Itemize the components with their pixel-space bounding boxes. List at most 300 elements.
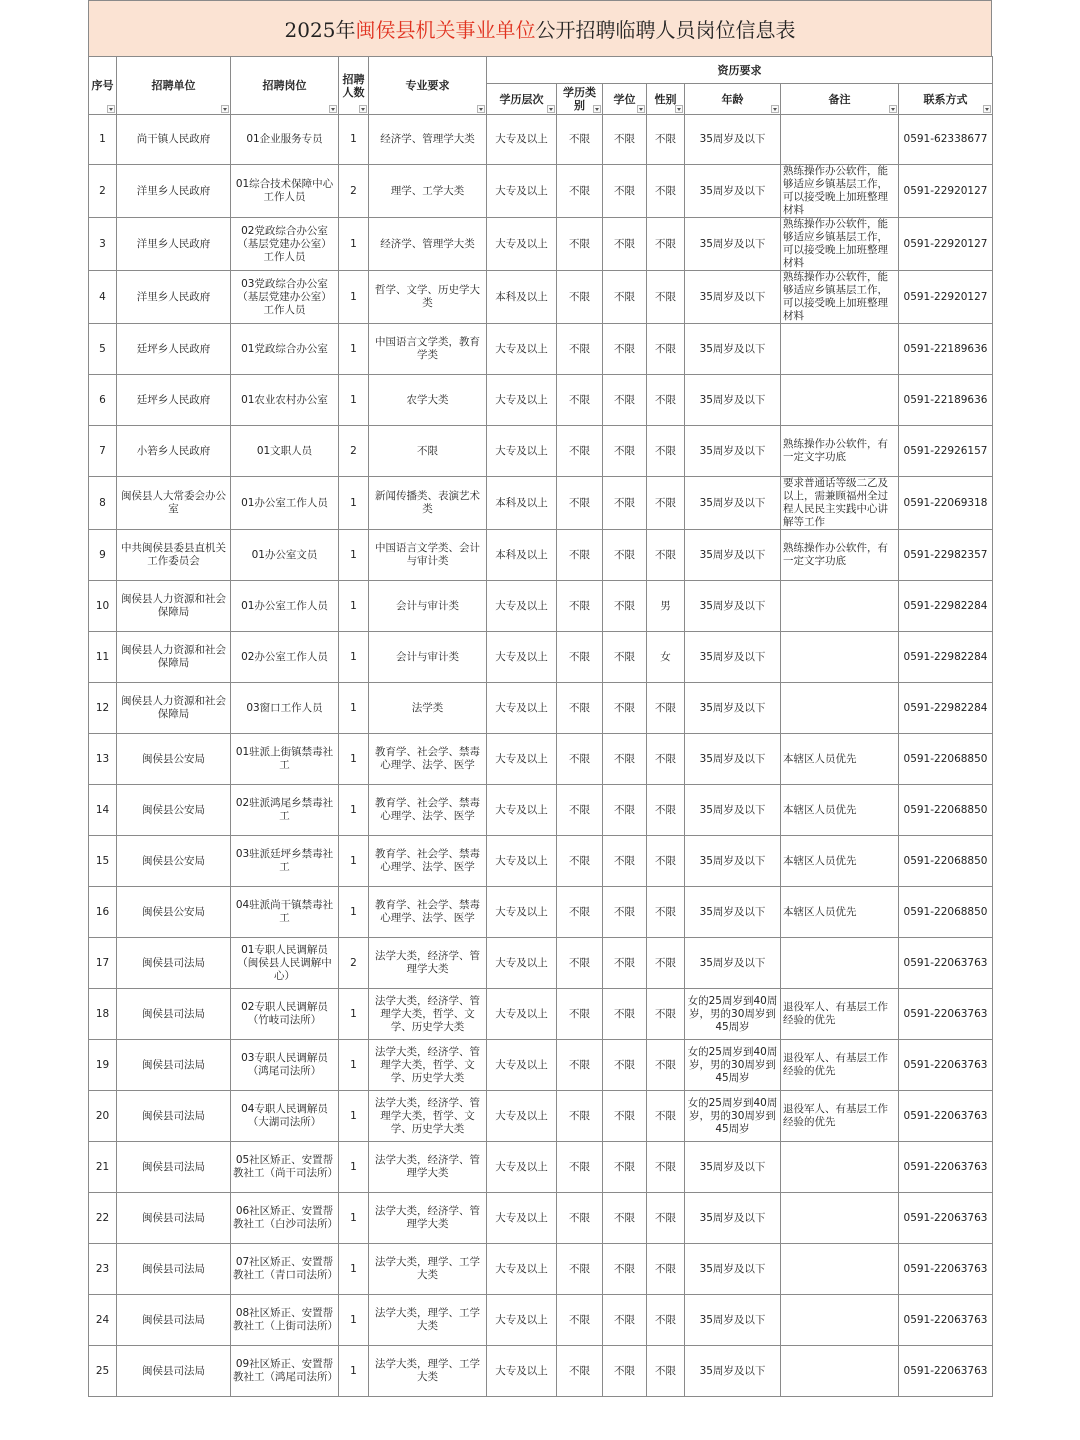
header-count[interactable]: 招聘人数: [339, 57, 369, 115]
cell-major: 教育学、社会学、禁毒心理学、法学、医学: [369, 887, 487, 938]
cell-post: 03专职人民调解员（鸿尾司法所）: [231, 1040, 339, 1091]
cell-seq: 23: [89, 1244, 117, 1295]
cell-major: 教育学、社会学、禁毒心理学、法学、医学: [369, 785, 487, 836]
table-row: [89, 1193, 993, 1244]
table-row: [89, 477, 993, 530]
cell-count: 1: [339, 324, 369, 375]
cell-edu-type: 不限: [557, 632, 603, 683]
cell-contact: 0591-22063763: [899, 1091, 993, 1142]
cell-note: 要求普通话等级二乙及以上，需兼顾福州全过程人民民主实践中心讲解等工作: [781, 477, 899, 530]
cell-count: 1: [339, 632, 369, 683]
table-row: [89, 887, 993, 938]
cell-major: 法学大类，理学、工学大类: [369, 1244, 487, 1295]
cell-major: 会计与审计类: [369, 581, 487, 632]
cell-note: [781, 581, 899, 632]
cell-unit: 闽侯县人力资源和社会保障局: [117, 581, 231, 632]
cell-count: 2: [339, 938, 369, 989]
cell-contact: 0591-22982284: [899, 581, 993, 632]
cell-contact: 0591-22068850: [899, 887, 993, 938]
cell-gender: 不限: [647, 989, 685, 1040]
header-unit[interactable]: 招聘单位: [117, 57, 231, 115]
filter-dropdown-icon[interactable]: [675, 105, 683, 113]
filter-dropdown-icon[interactable]: [889, 105, 897, 113]
cell-seq: 4: [89, 271, 117, 324]
cell-gender: 不限: [647, 165, 685, 218]
cell-seq: 10: [89, 581, 117, 632]
cell-contact: 0591-22982284: [899, 683, 993, 734]
cell-unit: 洋里乡人民政府: [117, 218, 231, 271]
cell-edu-level: 大专及以上: [487, 1040, 557, 1091]
cell-note: [781, 938, 899, 989]
cell-edu-level: 大专及以上: [487, 375, 557, 426]
cell-unit: 闽侯县公安局: [117, 785, 231, 836]
cell-age: 35周岁及以下: [685, 581, 781, 632]
cell-count: 1: [339, 1346, 369, 1397]
cell-age: 35周岁及以下: [685, 426, 781, 477]
cell-contact: 0591-22063763: [899, 1346, 993, 1397]
table-row: [89, 115, 993, 165]
cell-edu-level: 大专及以上: [487, 785, 557, 836]
cell-post: 09社区矫正、安置帮教社工（鸿尾司法所）: [231, 1346, 339, 1397]
cell-edu-level: 大专及以上: [487, 165, 557, 218]
cell-edu-type: 不限: [557, 836, 603, 887]
cell-seq: 7: [89, 426, 117, 477]
cell-unit: 尚干镇人民政府: [117, 115, 231, 165]
cell-age: 35周岁及以下: [685, 683, 781, 734]
filter-dropdown-icon[interactable]: [107, 105, 115, 113]
cell-count: 1: [339, 271, 369, 324]
cell-contact: 0591-22920127: [899, 165, 993, 218]
cell-age: 35周岁及以下: [685, 836, 781, 887]
cell-edu-type: 不限: [557, 324, 603, 375]
cell-seq: 22: [89, 1193, 117, 1244]
filter-dropdown-icon[interactable]: [637, 105, 645, 113]
cell-edu-level: 大专及以上: [487, 989, 557, 1040]
title-highlight: 闽侯县机关事业单位: [355, 18, 536, 42]
cell-seq: 25: [89, 1346, 117, 1397]
header-post[interactable]: 招聘岗位: [231, 57, 339, 115]
cell-count: 1: [339, 1295, 369, 1346]
cell-unit: 闽侯县公安局: [117, 836, 231, 887]
cell-major: 教育学、社会学、禁毒心理学、法学、医学: [369, 734, 487, 785]
cell-degree: 不限: [603, 1193, 647, 1244]
cell-age: 35周岁及以下: [685, 1244, 781, 1295]
cell-post: 01驻派上街镇禁毒社工: [231, 734, 339, 785]
cell-unit: 小箬乡人民政府: [117, 426, 231, 477]
cell-contact: 0591-22063763: [899, 1193, 993, 1244]
cell-seq: 1: [89, 115, 117, 165]
cell-note: 本辖区人员优先: [781, 887, 899, 938]
cell-edu-type: 不限: [557, 165, 603, 218]
cell-count: 1: [339, 375, 369, 426]
cell-edu-level: 大专及以上: [487, 632, 557, 683]
cell-count: 1: [339, 887, 369, 938]
table-row: [89, 836, 993, 887]
cell-major: 中国语言文学类，教育学类: [369, 324, 487, 375]
filter-dropdown-icon[interactable]: [477, 105, 485, 113]
cell-edu-type: 不限: [557, 734, 603, 785]
header-gender[interactable]: 性别: [647, 84, 685, 115]
filter-dropdown-icon[interactable]: [359, 105, 367, 113]
cell-edu-type: 不限: [557, 1193, 603, 1244]
table-row: [89, 632, 993, 683]
cell-major: 法学大类，理学、工学大类: [369, 1346, 487, 1397]
cell-contact: 0591-22069318: [899, 477, 993, 530]
cell-count: 1: [339, 989, 369, 1040]
header-age[interactable]: 年龄: [685, 84, 781, 115]
cell-gender: 不限: [647, 734, 685, 785]
cell-post: 03驻派廷坪乡禁毒社工: [231, 836, 339, 887]
cell-age: 35周岁及以下: [685, 734, 781, 785]
cell-edu-level: 大专及以上: [487, 836, 557, 887]
cell-contact: 0591-22063763: [899, 938, 993, 989]
cell-major: 法学大类，经济学、管理学大类: [369, 938, 487, 989]
cell-gender: 不限: [647, 477, 685, 530]
cell-count: 1: [339, 115, 369, 165]
cell-seq: 13: [89, 734, 117, 785]
cell-major: 农学大类: [369, 375, 487, 426]
cell-degree: 不限: [603, 375, 647, 426]
cell-contact: 0591-22189636: [899, 375, 993, 426]
cell-degree: 不限: [603, 887, 647, 938]
cell-post: 01文职人员: [231, 426, 339, 477]
cell-degree: 不限: [603, 1295, 647, 1346]
cell-edu-level: 大专及以上: [487, 887, 557, 938]
cell-degree: 不限: [603, 938, 647, 989]
header-major[interactable]: 专业要求: [369, 57, 487, 115]
cell-edu-type: 不限: [557, 1295, 603, 1346]
cell-edu-level: 本科及以上: [487, 477, 557, 530]
filter-dropdown-icon[interactable]: [547, 105, 555, 113]
cell-post: 01综合技术保障中心工作人员: [231, 165, 339, 218]
cell-contact: 0591-22068850: [899, 734, 993, 785]
cell-edu-type: 不限: [557, 218, 603, 271]
cell-count: 1: [339, 477, 369, 530]
cell-unit: 闽侯县人大常委会办公室: [117, 477, 231, 530]
cell-gender: 不限: [647, 375, 685, 426]
cell-edu-level: 大专及以上: [487, 324, 557, 375]
cell-post: 01专职人民调解员（闽侯县人民调解中心）: [231, 938, 339, 989]
table-row: [89, 785, 993, 836]
cell-contact: 0591-22068850: [899, 785, 993, 836]
cell-count: 1: [339, 1244, 369, 1295]
cell-seq: 14: [89, 785, 117, 836]
cell-post: 02专职人民调解员（竹岐司法所）: [231, 989, 339, 1040]
table-row: [89, 734, 993, 785]
cell-age: 35周岁及以下: [685, 115, 781, 165]
cell-post: 03党政综合办公室（基层党建办公室）工作人员: [231, 271, 339, 324]
cell-edu-level: 大专及以上: [487, 581, 557, 632]
cell-edu-type: 不限: [557, 1142, 603, 1193]
cell-edu-type: 不限: [557, 375, 603, 426]
cell-contact: 0591-22063763: [899, 1295, 993, 1346]
table-row: [89, 218, 993, 271]
cell-gender: 不限: [647, 426, 685, 477]
cell-post: 01办公室文员: [231, 530, 339, 581]
cell-note: 熟练操作办公软件，有一定文字功底: [781, 530, 899, 581]
cell-gender: 不限: [647, 115, 685, 165]
cell-note: 本辖区人员优先: [781, 785, 899, 836]
cell-gender: 不限: [647, 530, 685, 581]
cell-contact: 0591-62338677: [899, 115, 993, 165]
cell-age: 35周岁及以下: [685, 271, 781, 324]
cell-gender: 不限: [647, 1295, 685, 1346]
filter-dropdown-icon[interactable]: [983, 105, 991, 113]
cell-note: [781, 1346, 899, 1397]
cell-major: 法学大类，经济学、管理学大类，哲学、文学、历史学大类: [369, 989, 487, 1040]
cell-age: 35周岁及以下: [685, 632, 781, 683]
cell-edu-type: 不限: [557, 581, 603, 632]
cell-age: 35周岁及以下: [685, 375, 781, 426]
cell-major: 法学大类，理学、工学大类: [369, 1295, 487, 1346]
title-suffix: 公开招聘临聘人员岗位信息表: [535, 18, 796, 42]
cell-post: 07社区矫正、安置帮教社工（青口司法所）: [231, 1244, 339, 1295]
cell-count: 1: [339, 1193, 369, 1244]
cell-seq: 3: [89, 218, 117, 271]
cell-gender: 不限: [647, 1346, 685, 1397]
cell-seq: 6: [89, 375, 117, 426]
table-row: [89, 426, 993, 477]
cell-age: 35周岁及以下: [685, 1193, 781, 1244]
cell-degree: 不限: [603, 165, 647, 218]
cell-post: 01党政综合办公室: [231, 324, 339, 375]
cell-count: 1: [339, 581, 369, 632]
cell-post: 02驻派鸿尾乡禁毒社工: [231, 785, 339, 836]
cell-note: 熟练操作办公软件，能够适应乡镇基层工作，可以接受晚上加班整理材料: [781, 218, 899, 271]
table-row: [89, 938, 993, 989]
cell-post: 01办公室工作人员: [231, 477, 339, 530]
cell-edu-level: 大专及以上: [487, 426, 557, 477]
cell-edu-level: 大专及以上: [487, 938, 557, 989]
cell-age: 35周岁及以下: [685, 477, 781, 530]
cell-post: 05社区矫正、安置帮教社工（尚干司法所）: [231, 1142, 339, 1193]
cell-degree: 不限: [603, 683, 647, 734]
table-header: [89, 57, 993, 115]
cell-degree: 不限: [603, 785, 647, 836]
cell-post: 08社区矫正、安置帮教社工（上街司法所）: [231, 1295, 339, 1346]
cell-age: 35周岁及以下: [685, 1142, 781, 1193]
cell-note: [781, 1142, 899, 1193]
cell-edu-level: 大专及以上: [487, 1295, 557, 1346]
cell-note: [781, 375, 899, 426]
filter-dropdown-icon[interactable]: [221, 105, 229, 113]
cell-age: 35周岁及以下: [685, 530, 781, 581]
cell-note: [781, 1193, 899, 1244]
cell-unit: 中共闽侯县委县直机关工作委员会: [117, 530, 231, 581]
cell-unit: 闽侯县司法局: [117, 1346, 231, 1397]
cell-degree: 不限: [603, 1346, 647, 1397]
cell-unit: 闽侯县司法局: [117, 1193, 231, 1244]
cell-gender: 女: [647, 632, 685, 683]
table-row: [89, 1142, 993, 1193]
cell-post: 01农业农村办公室: [231, 375, 339, 426]
table-row: [89, 1040, 993, 1091]
cell-unit: 闽侯县司法局: [117, 1244, 231, 1295]
cell-major: 经济学、管理学大类: [369, 115, 487, 165]
cell-seq: 21: [89, 1142, 117, 1193]
cell-gender: 不限: [647, 1244, 685, 1295]
cell-count: 1: [339, 734, 369, 785]
cell-seq: 2: [89, 165, 117, 218]
cell-note: [781, 683, 899, 734]
cell-edu-type: 不限: [557, 530, 603, 581]
cell-count: 1: [339, 1040, 369, 1091]
cell-age: 35周岁及以下: [685, 785, 781, 836]
cell-unit: 闽侯县公安局: [117, 734, 231, 785]
cell-note: 退役军人、有基层工作经验的优先: [781, 1040, 899, 1091]
cell-major: 法学大类，经济学、管理学大类: [369, 1193, 487, 1244]
filter-dropdown-icon[interactable]: [771, 105, 779, 113]
cell-seq: 18: [89, 989, 117, 1040]
header-edu-type[interactable]: 学历类别: [557, 84, 603, 115]
cell-unit: 闽侯县司法局: [117, 1295, 231, 1346]
cell-count: 1: [339, 1091, 369, 1142]
cell-age: 35周岁及以下: [685, 1346, 781, 1397]
cell-note: [781, 632, 899, 683]
cell-edu-type: 不限: [557, 115, 603, 165]
cell-age: 35周岁及以下: [685, 324, 781, 375]
positions-table: [88, 56, 993, 1397]
table-row: [89, 581, 993, 632]
cell-edu-type: 不限: [557, 785, 603, 836]
cell-edu-type: 不限: [557, 271, 603, 324]
header-seq[interactable]: 序号: [89, 57, 117, 115]
cell-seq: 12: [89, 683, 117, 734]
cell-post: 04驻派尚干镇禁毒社工: [231, 887, 339, 938]
cell-degree: 不限: [603, 989, 647, 1040]
cell-note: 熟练操作办公软件，有一定文字功底: [781, 426, 899, 477]
cell-unit: 洋里乡人民政府: [117, 165, 231, 218]
cell-seq: 17: [89, 938, 117, 989]
cell-major: 经济学、管理学大类: [369, 218, 487, 271]
cell-post: 06社区矫正、安置帮教社工（白沙司法所）: [231, 1193, 339, 1244]
cell-degree: 不限: [603, 632, 647, 683]
cell-degree: 不限: [603, 1142, 647, 1193]
cell-count: 1: [339, 218, 369, 271]
cell-unit: 闽侯县人力资源和社会保障局: [117, 632, 231, 683]
cell-note: 熟练操作办公软件，能够适应乡镇基层工作，可以接受晚上加班整理材料: [781, 165, 899, 218]
cell-note: 本辖区人员优先: [781, 734, 899, 785]
table-row: [89, 165, 993, 218]
header-edu-level[interactable]: 学历层次: [487, 84, 557, 115]
cell-contact: 0591-22068850: [899, 836, 993, 887]
cell-edu-level: 大专及以上: [487, 1142, 557, 1193]
table-row: [89, 1244, 993, 1295]
cell-post: 03窗口工作人员: [231, 683, 339, 734]
cell-degree: 不限: [603, 581, 647, 632]
cell-post: 01企业服务专员: [231, 115, 339, 165]
cell-contact: 0591-22189636: [899, 324, 993, 375]
cell-major: 法学大类，经济学、管理学大类，哲学、文学、历史学大类: [369, 1091, 487, 1142]
cell-age: 女的25周岁到40周岁，男的30周岁到45周岁: [685, 1091, 781, 1142]
cell-seq: 9: [89, 530, 117, 581]
filter-dropdown-icon[interactable]: [593, 105, 601, 113]
cell-count: 1: [339, 530, 369, 581]
cell-note: 本辖区人员优先: [781, 836, 899, 887]
cell-degree: 不限: [603, 1040, 647, 1091]
cell-gender: 不限: [647, 938, 685, 989]
cell-gender: 不限: [647, 218, 685, 271]
cell-edu-type: 不限: [557, 683, 603, 734]
cell-seq: 8: [89, 477, 117, 530]
cell-major: 法学大类，经济学、管理学大类，哲学、文学、历史学大类: [369, 1040, 487, 1091]
cell-degree: 不限: [603, 271, 647, 324]
cell-edu-level: 本科及以上: [487, 530, 557, 581]
cell-unit: 廷坪乡人民政府: [117, 375, 231, 426]
cell-degree: 不限: [603, 218, 647, 271]
cell-degree: 不限: [603, 426, 647, 477]
cell-seq: 20: [89, 1091, 117, 1142]
table-row: [89, 375, 993, 426]
cell-note: 退役军人、有基层工作经验的优先: [781, 1091, 899, 1142]
cell-degree: 不限: [603, 324, 647, 375]
cell-edu-level: 本科及以上: [487, 271, 557, 324]
header-degree[interactable]: 学位: [603, 84, 647, 115]
table-row: [89, 989, 993, 1040]
cell-contact: 0591-22063763: [899, 1244, 993, 1295]
sheet-title: [88, 0, 992, 56]
cell-major: 中国语言文学类、会计与审计类: [369, 530, 487, 581]
cell-unit: 闽侯县人力资源和社会保障局: [117, 683, 231, 734]
cell-post: 02党政综合办公室（基层党建办公室）工作人员: [231, 218, 339, 271]
cell-contact: 0591-22926157: [899, 426, 993, 477]
filter-dropdown-icon[interactable]: [329, 105, 337, 113]
header-note[interactable]: 备注: [781, 84, 899, 115]
table-row: [89, 1346, 993, 1397]
cell-count: 1: [339, 1142, 369, 1193]
table-row: [89, 1295, 993, 1346]
cell-contact: 0591-22982357: [899, 530, 993, 581]
table-row: [89, 324, 993, 375]
cell-major: 法学类: [369, 683, 487, 734]
cell-edu-type: 不限: [557, 1346, 603, 1397]
cell-degree: 不限: [603, 530, 647, 581]
cell-count: 1: [339, 683, 369, 734]
cell-unit: 洋里乡人民政府: [117, 271, 231, 324]
cell-seq: 24: [89, 1295, 117, 1346]
cell-age: 35周岁及以下: [685, 218, 781, 271]
cell-unit: 闽侯县司法局: [117, 938, 231, 989]
cell-seq: 15: [89, 836, 117, 887]
cell-degree: 不限: [603, 115, 647, 165]
cell-edu-level: 大专及以上: [487, 115, 557, 165]
cell-age: 35周岁及以下: [685, 165, 781, 218]
header-qualification-group: 资历要求: [487, 57, 993, 84]
cell-edu-type: 不限: [557, 989, 603, 1040]
cell-contact: 0591-22920127: [899, 271, 993, 324]
cell-note: 熟练操作办公软件，能够适应乡镇基层工作，可以接受晚上加班整理材料: [781, 271, 899, 324]
cell-edu-type: 不限: [557, 1040, 603, 1091]
cell-contact: 0591-22982284: [899, 632, 993, 683]
cell-edu-level: 大专及以上: [487, 734, 557, 785]
cell-gender: 不限: [647, 785, 685, 836]
cell-major: 不限: [369, 426, 487, 477]
table-row: [89, 1091, 993, 1142]
cell-degree: 不限: [603, 477, 647, 530]
cell-unit: 廷坪乡人民政府: [117, 324, 231, 375]
cell-note: 退役军人、有基层工作经验的优先: [781, 989, 899, 1040]
cell-count: 2: [339, 165, 369, 218]
cell-age: 35周岁及以下: [685, 938, 781, 989]
table-row: [89, 271, 993, 324]
cell-edu-level: 大专及以上: [487, 683, 557, 734]
header-contact[interactable]: 联系方式: [899, 84, 993, 115]
cell-major: 法学大类，经济学、管理学大类: [369, 1142, 487, 1193]
cell-edu-level: 大专及以上: [487, 218, 557, 271]
cell-edu-type: 不限: [557, 477, 603, 530]
cell-edu-type: 不限: [557, 1244, 603, 1295]
cell-age: 35周岁及以下: [685, 887, 781, 938]
